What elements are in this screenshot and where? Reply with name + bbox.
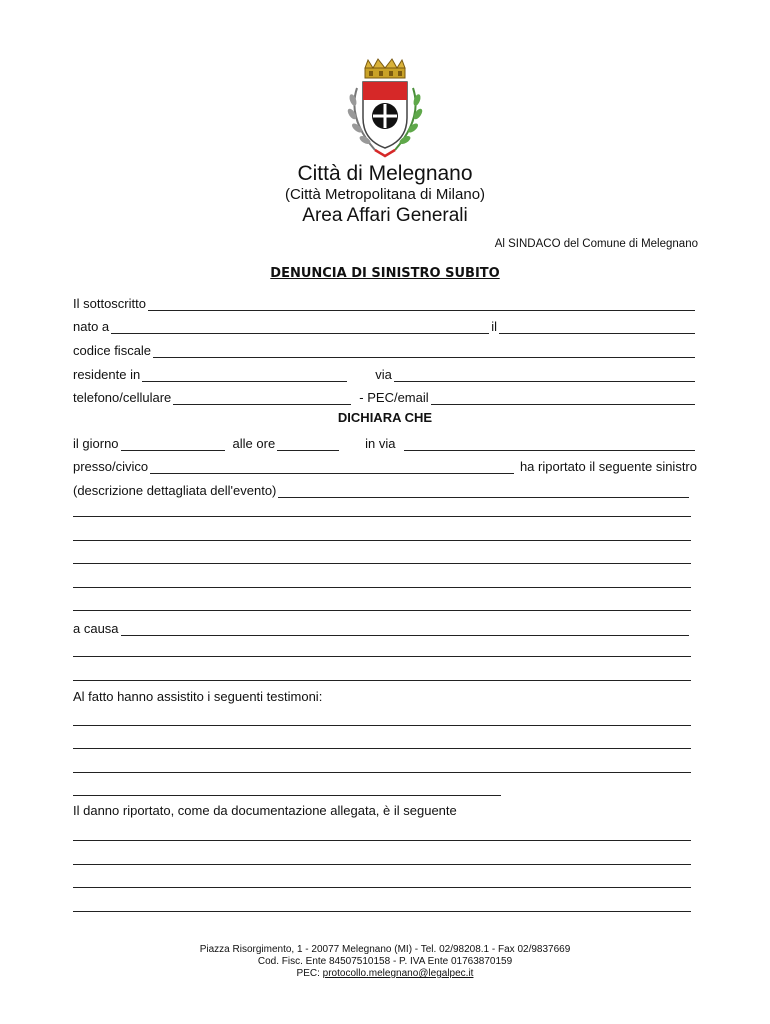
codice-fiscale-label: codice fiscale <box>73 343 152 358</box>
testimoni-label: Al fatto hanno assistito i seguenti testimoni: <box>73 689 323 704</box>
danno-line-3[interactable] <box>73 887 691 888</box>
footer-address: Piazza Risorgimento, 1 - 20077 Melegnano (MI) - Tel. 02/98208.1 - Fax 02/9837669 <box>199 944 571 955</box>
ore-field[interactable] <box>277 438 339 451</box>
giorno-label: il giorno <box>73 436 119 451</box>
pec-label: - PEC/email <box>359 390 429 405</box>
ore-label: alle ore <box>232 436 276 451</box>
descrizione-line-1[interactable] <box>73 516 691 517</box>
causa-field[interactable] <box>121 623 689 636</box>
area-name: Area Affari Generali <box>302 205 468 226</box>
presso-label: presso/civico <box>73 459 149 474</box>
footer-pec <box>0 968 770 980</box>
footer-pec-link[interactable]: protocollo.melegnano@legalpec.it <box>322 968 474 979</box>
contatti-row <box>73 388 697 405</box>
descrizione-row <box>73 481 691 498</box>
danno-line-1[interactable] <box>73 840 691 841</box>
evento-via-field[interactable] <box>404 438 695 451</box>
il-label: il <box>491 319 497 334</box>
residente-label: residente in <box>73 367 141 382</box>
nato-row <box>73 317 697 334</box>
codice-fiscale-field[interactable] <box>153 345 695 358</box>
residente-field[interactable] <box>142 369 347 382</box>
causa-label: a causa <box>73 621 119 636</box>
giorno-field[interactable] <box>121 438 225 451</box>
testimoni-line-4[interactable] <box>73 795 501 796</box>
footer-pec-label: PEC: <box>296 968 320 979</box>
nato-a-field[interactable] <box>111 321 489 334</box>
in-via-label: in via <box>365 436 396 451</box>
descrizione-line-2[interactable] <box>73 540 691 541</box>
descrizione-label: (descrizione dettagliata dell'evento) <box>73 483 277 498</box>
codice-fiscale-row <box>73 341 697 358</box>
dichiara-heading: DICHIARA CHE <box>337 410 433 425</box>
document-title: DENUNCIA DI SINISTRO SUBITO <box>270 266 500 281</box>
causa-line-2[interactable] <box>73 680 691 681</box>
causa-row <box>73 619 691 636</box>
causa-line-1[interactable] <box>73 656 691 657</box>
coat-of-arms-icon <box>335 58 435 162</box>
presso-field[interactable] <box>150 461 514 474</box>
presso-row <box>73 457 697 474</box>
descrizione-line-3[interactable] <box>73 563 691 564</box>
residenza-row <box>73 365 697 382</box>
metro-name: (Città Metropolitana di Milano) <box>284 186 486 203</box>
sottoscritto-label: Il sottoscritto <box>73 296 146 311</box>
evento-row <box>73 434 697 451</box>
data-nascita-field[interactable] <box>499 321 695 334</box>
via-field[interactable] <box>394 369 695 382</box>
sottoscritto-field[interactable] <box>148 298 695 311</box>
telefono-field[interactable] <box>173 392 351 405</box>
city-name: Città di Melegnano <box>297 162 473 185</box>
descrizione-line-5[interactable] <box>73 610 691 611</box>
sottoscritto-row <box>73 294 697 311</box>
descrizione-line-4[interactable] <box>73 587 691 588</box>
descrizione-field[interactable] <box>278 485 689 498</box>
footer-fiscal: Cod. Fisc. Ente 84507510158 - P. IVA Ente 01763870159 <box>257 956 513 967</box>
danno-label: Il danno riportato, come da documentazione allegata, è il seguente <box>73 803 457 818</box>
via-label: via <box>375 367 392 382</box>
nato-a-label: nato a <box>73 319 110 334</box>
telefono-label: telefono/cellulare <box>73 390 172 405</box>
addressee: Al SINDACO del Comune di Melegnano <box>494 238 698 250</box>
testimoni-line-1[interactable] <box>73 725 691 726</box>
danno-line-4[interactable] <box>73 911 691 912</box>
testimoni-line-3[interactable] <box>73 772 691 773</box>
pec-field[interactable] <box>431 392 695 405</box>
danno-line-2[interactable] <box>73 864 691 865</box>
testimoni-line-2[interactable] <box>73 748 691 749</box>
riportato-label: ha riportato il seguente sinistro <box>519 459 697 474</box>
